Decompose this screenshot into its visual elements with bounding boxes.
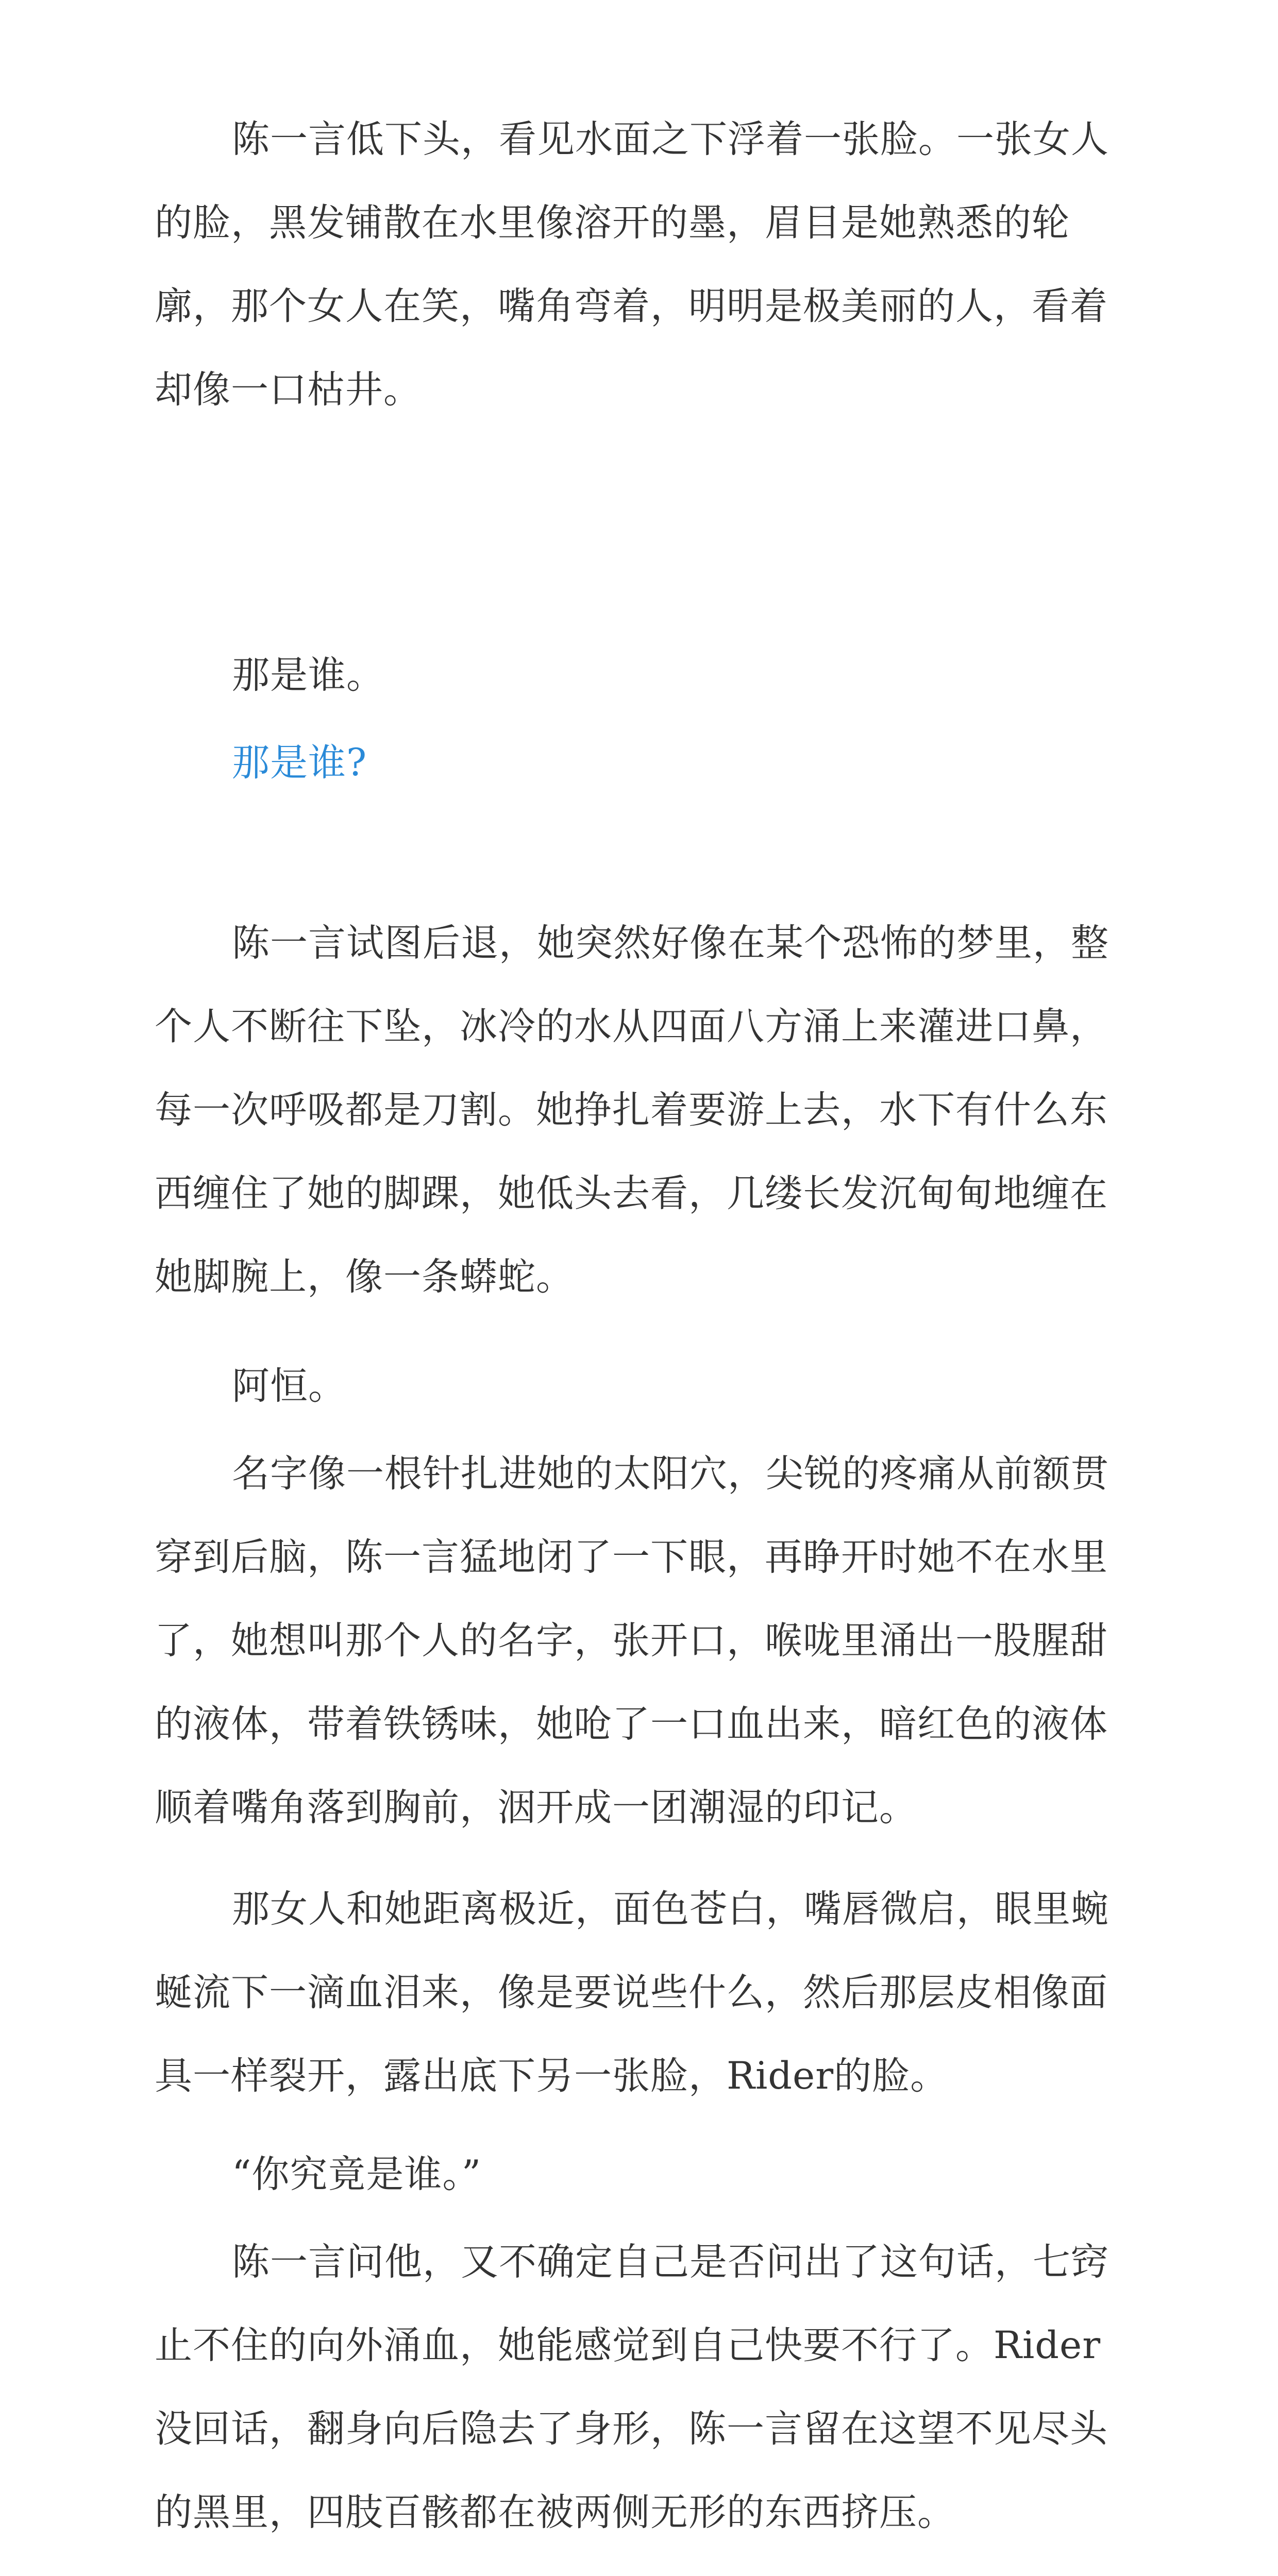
paragraph-who-are-you: “你究竟是谁。” [232,2153,482,2196]
paragraph-a-heng: 阿恒。 [232,1364,346,1408]
paragraph-bleeding: 陈一言问他，又不确定自己是否问出了这句话，七窍止不住的向外涌血，她能感觉到自己快要不行了。Rider没回话，翻身向后隐去了身形，陈一言留在这望不见尽头的黑里，四肢百骸都在被两侧无形的东西挤压。 [155,2240,1109,2534]
paragraph-name-like-needle: 名字像一根针扎进她的太阳穴，尖锐的疼痛从前额贯穿到后脑，陈一言猛地闭了一下眼，再睁开时她不在水里了，她想叫那个人的名字，张开口，喉咙里涌出一股腥甜的液体，带着铁锈味，她呛了一口血出来，暗红色的液体顺着嘴角落到胸前，洇开成一团潮湿的印记。 [155,1452,1109,1829]
paragraph-who-is-that-highlighted: 那是谁? [232,741,367,785]
paragraph-woman-mask: 那女人和她距离极近，面色苍白，嘴唇微启，眼里蜿蜒流下一滴血泪来，像是要说些什么，然后那层皮相像面具一样裂开，露出底下另一张脸，Rider的脸。 [155,1887,1109,2098]
paragraph-sinking: 陈一言试图后退，她突然好像在某个恐怖的梦里，整个人不断往下坠，冰冷的水从四面八方涌上来灌进口鼻，每一次呼吸都是刀割。她挣扎着要游上去，水下有什么东西缠住了她的脚踝，她低头去看，几缕长发沉甸甸地缠在她脚腕上，像一条蟒蛇。 [155,921,1109,1299]
paragraph-who-is-that: 那是谁。 [232,653,384,697]
paragraph-face-in-water: 陈一言低下头，看见水面之下浮着一张脸。一张女人的脸，黑发铺散在水里像溶开的墨，眉目是她熟悉的轮廓，那个女人在笑，嘴角弯着，明明是极美丽的人，看着却像一口枯井。 [155,117,1109,412]
